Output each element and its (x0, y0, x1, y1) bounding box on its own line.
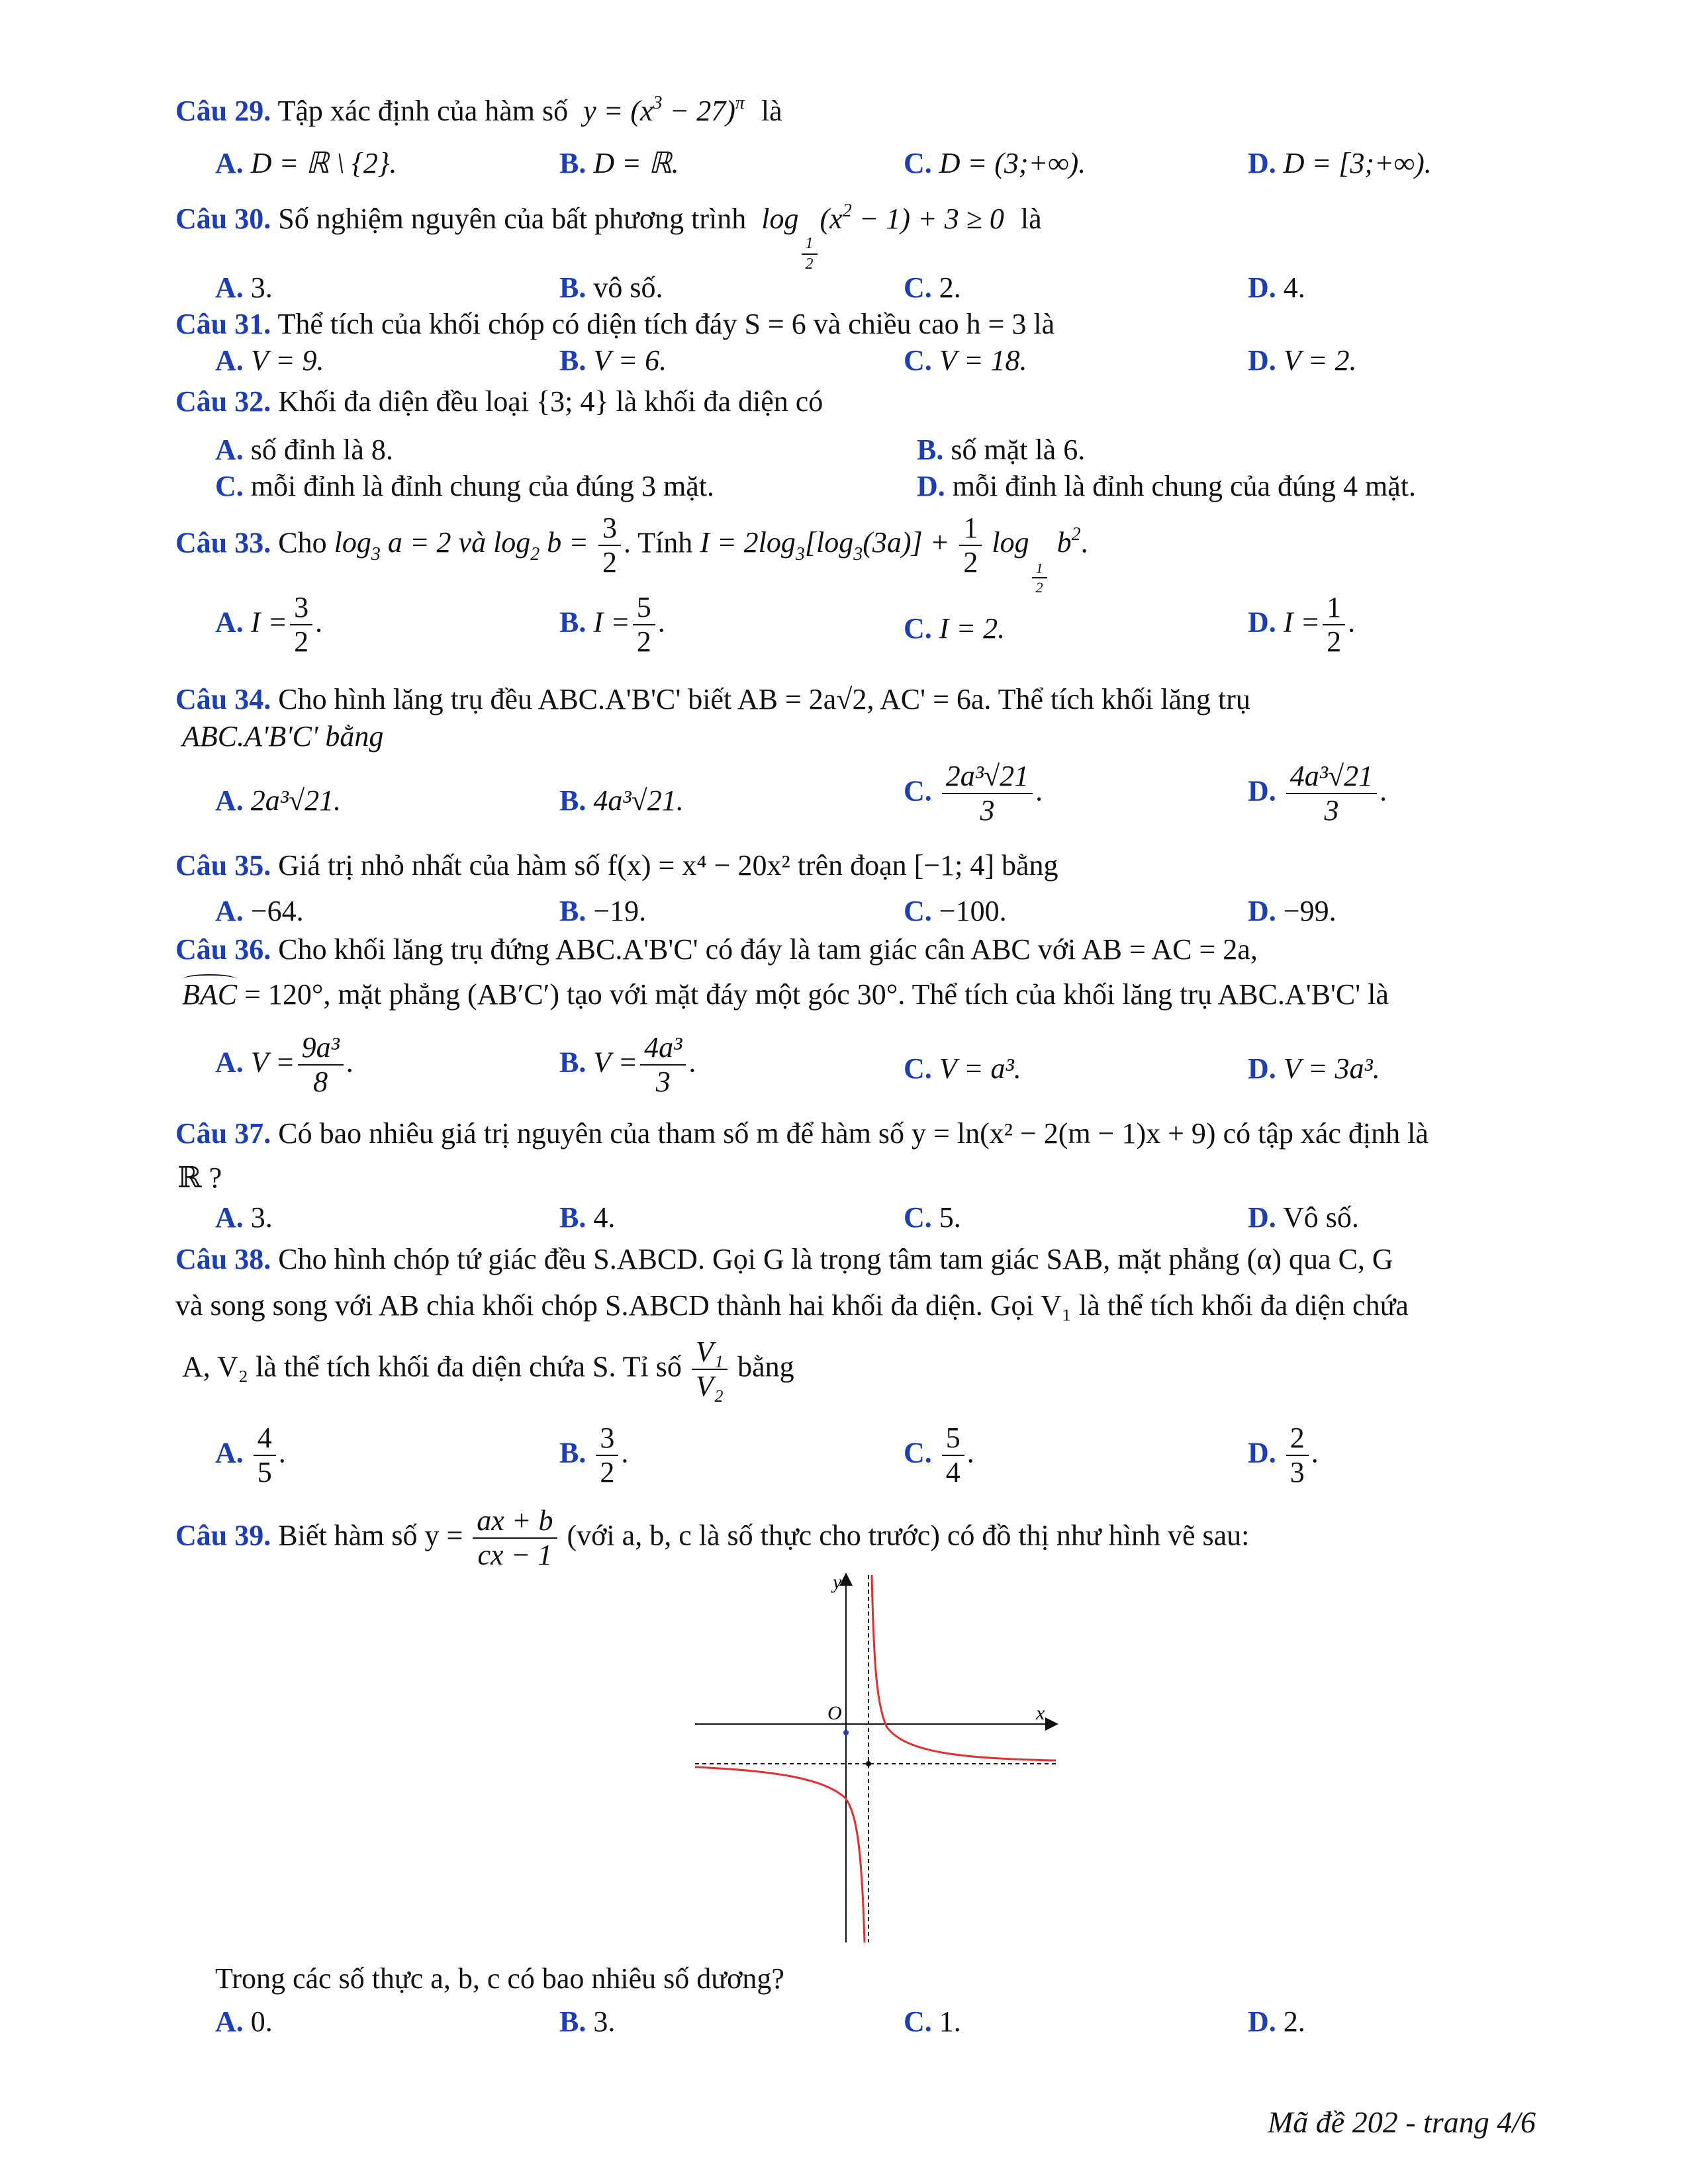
q36-option-a[interactable]: A. V = $\frac{\text{9a³}}{8}$ . (215, 1031, 353, 1099)
q36-stem-line1: Câu 36. Cho khối lăng trụ đứng ABC.A'B'C' có đáy là tam giác cân ABC với AB = AC = 2a, (175, 933, 1258, 966)
q37-option-c[interactable]: C. 5. (904, 1201, 961, 1234)
q30-option-d[interactable]: D. 4. (1248, 271, 1305, 304)
question-label: Câu 39. (175, 1519, 271, 1552)
q34-option-c[interactable]: C. $\frac{\text{2a³√21}}{3}$ . (904, 760, 1043, 827)
q31-option-c[interactable]: C. V = 18. (904, 344, 1027, 377)
q30-option-a[interactable]: A. 3. (215, 271, 273, 304)
q36-stem-line2: BAC = 120°, mặt phẳng (AB′C′) tạo với mặt đáy một góc 30°. Thể tích của khối lăng trụ ABC.A'B'C' là (182, 978, 1389, 1011)
question-label: Câu 37. (175, 1117, 271, 1150)
q32-option-d[interactable]: D. mỗi đỉnh là đỉnh chung của đúng 4 mặt. (917, 470, 1416, 502)
q29-option-c[interactable]: C. D = (3;+∞). (904, 147, 1086, 179)
q37-option-a[interactable]: A. 3. (215, 1201, 273, 1234)
question-label: Câu 29. (175, 95, 271, 127)
q38-stem-line2: và song song với AB chia khối chóp S.ABCD thành hai khối đa diện. Gọi V₁ là thể tích khối đa diện chứa (175, 1289, 1409, 1322)
q37-stem-line1: Câu 37. Có bao nhiêu giá trị nguyên của tham số m để hàm số y = ln(x² − 2(m − 1)x + 9) có tập xác định là (175, 1117, 1429, 1150)
q38-option-d[interactable]: D. $\frac{2}{3}$ . (1248, 1422, 1319, 1489)
q32-option-a[interactable]: A. số đỉnh là 8. (215, 433, 393, 466)
origin-label: O (827, 1702, 842, 1724)
asymptote-intersection (866, 1761, 871, 1766)
q36-option-b[interactable]: B. V = $\frac{\text{4a³}}{3}$ . (559, 1031, 696, 1099)
question-label: Câu 30. (175, 203, 271, 235)
q31-option-d[interactable]: D. V = 2. (1248, 344, 1357, 377)
q33-option-a[interactable]: A. I = $\frac{3}{2}$ . (215, 591, 323, 659)
q37-option-b[interactable]: B. 4. (559, 1201, 616, 1234)
q35-option-c[interactable]: C. −100. (904, 895, 1007, 927)
q34-option-d[interactable]: D. $\frac{\text{4a³√21}}{3}$ . (1248, 760, 1387, 827)
q35-option-a[interactable]: A. −64. (215, 895, 304, 927)
question-label: Câu 36. (175, 933, 271, 966)
q29-option-b[interactable]: B. D = ℝ. (559, 147, 679, 179)
q30-stem: Câu 30. Số nghiệm nguyên của bất phương trình log $\frac{1}{2}$ $(x^2 - 1) + 3 \ge 0$ là (175, 201, 1042, 273)
q36-option-d[interactable]: D. V = 3a³. (1248, 1052, 1380, 1085)
q37-stem-line2: ℝ ? (177, 1161, 222, 1194)
q33-stem: Câu 33. Cho $\log_3 a = 2$ và $\log_2 b$ = $\frac{3}{2}$ . Tính $I = 2\log_3[\log_3(3a)]$ + $\frac{1}{2}$ log $\frac{1}{2}$ $b^2$. (175, 512, 1088, 596)
q29-option-d[interactable]: D. D = [3;+∞). (1248, 147, 1432, 179)
q38-option-a[interactable]: A. $\frac{4}{5}$ . (215, 1422, 286, 1489)
y-intercept-point (843, 1730, 849, 1735)
q34-option-a[interactable]: A. 2a³√21. (215, 784, 342, 817)
q34-stem-line2: ABC.A'B'C' bằng (182, 720, 384, 752)
q37-option-d[interactable]: D. Vô số. (1248, 1201, 1359, 1234)
q38-stem-line1: Câu 38. Cho hình chóp tứ giác đều S.ABCD. Gọi G là trọng tâm tam giác SAB, mặt phẳng (α) qua C, G (175, 1243, 1393, 1275)
q31-option-a[interactable]: A. V = 9. (215, 344, 324, 377)
q39-option-c[interactable]: C. 1. (904, 2005, 961, 2038)
q35-option-b[interactable]: B. −19. (559, 895, 647, 927)
q39-stem: Câu 39. Biết hàm số y = $\frac{ax + b}{cx - 1}$ (với a, b, c là số thực cho trước) có đồ thị như hình vẽ sau: (175, 1504, 1250, 1572)
q38-option-c[interactable]: C. $\frac{5}{4}$ . (904, 1422, 974, 1489)
q35-stem: Câu 35. Giá trị nhỏ nhất của hàm số f(x) = x⁴ − 20x² trên đoạn [−1; 4] bằng (175, 849, 1058, 882)
q39-option-b[interactable]: B. 3. (559, 2005, 616, 2038)
q29-stem: Câu 29. Tập xác định của hàm số $y = (x^3 - 27)^\pi$ là (175, 93, 782, 127)
q30-option-b[interactable]: B. vô số. (559, 271, 663, 304)
curve-left-branch (695, 1767, 865, 1942)
question-label: Câu 33. (175, 526, 271, 559)
question-label: Câu 31. (175, 308, 271, 340)
q34-option-b[interactable]: B. 4a³√21. (559, 784, 684, 817)
q39-question: Trong các số thực a, b, c có bao nhiêu số dương? (215, 1962, 784, 1995)
q32-option-c[interactable]: C. mỗi đỉnh là đỉnh chung của đúng 3 mặt. (215, 470, 714, 502)
question-label: Câu 35. (175, 849, 271, 882)
x-axis-label: x (1036, 1702, 1045, 1724)
q34-stem-line1: Câu 34. Cho hình lăng trụ đều ABC.A'B'C' biết AB = 2a√2, AC' = 6a. Thể tích khối lăng trụ (175, 683, 1250, 715)
q33-option-d[interactable]: D. I = $\frac{1}{2}$ . (1248, 591, 1356, 659)
q30-option-c[interactable]: C. 2. (904, 271, 961, 304)
angle-arc: BAC (182, 978, 238, 1011)
q33-option-b[interactable]: B. I = $\frac{5}{2}$ . (559, 591, 665, 659)
question-label: Câu 34. (175, 683, 271, 715)
q35-option-d[interactable]: D. −99. (1248, 895, 1336, 927)
question-label: Câu 32. (175, 385, 271, 418)
q32-stem: Câu 32. Khối đa diện đều loại {3; 4} là khối đa diện có (175, 385, 823, 418)
question-label: Câu 38. (175, 1243, 271, 1275)
q38-option-b[interactable]: B. $\frac{3}{2}$ . (559, 1422, 629, 1489)
y-axis-label: y (833, 1571, 842, 1593)
function-graph (688, 1569, 1059, 1946)
q32-option-b[interactable]: B. số mặt là 6. (917, 433, 1086, 466)
q36-option-c[interactable]: C. V = a³. (904, 1052, 1021, 1085)
q39-option-a[interactable]: A. 0. (215, 2005, 273, 2038)
page-footer: Mã đề 202 - trang 4/6 (1267, 2105, 1536, 2139)
q33-option-c[interactable]: C. I = 2. (904, 612, 1006, 645)
q29-option-a[interactable]: A. D = ℝ \ {2}. (215, 147, 397, 179)
q31-stem: Câu 31. Thể tích của khối chóp có diện tích đáy S = 6 và chiều cao h = 3 là (175, 308, 1055, 340)
q39-option-d[interactable]: D. 2. (1248, 2005, 1305, 2038)
curve-right-branch (872, 1575, 1056, 1760)
q31-option-b[interactable]: B. V = 6. (559, 344, 667, 377)
q38-stem-line3: A, V₂ là thể tích khối đa diện chứa S. Tỉ số $\frac{\text{V₁}}{\text{V₂}}$ bằng (182, 1336, 794, 1403)
